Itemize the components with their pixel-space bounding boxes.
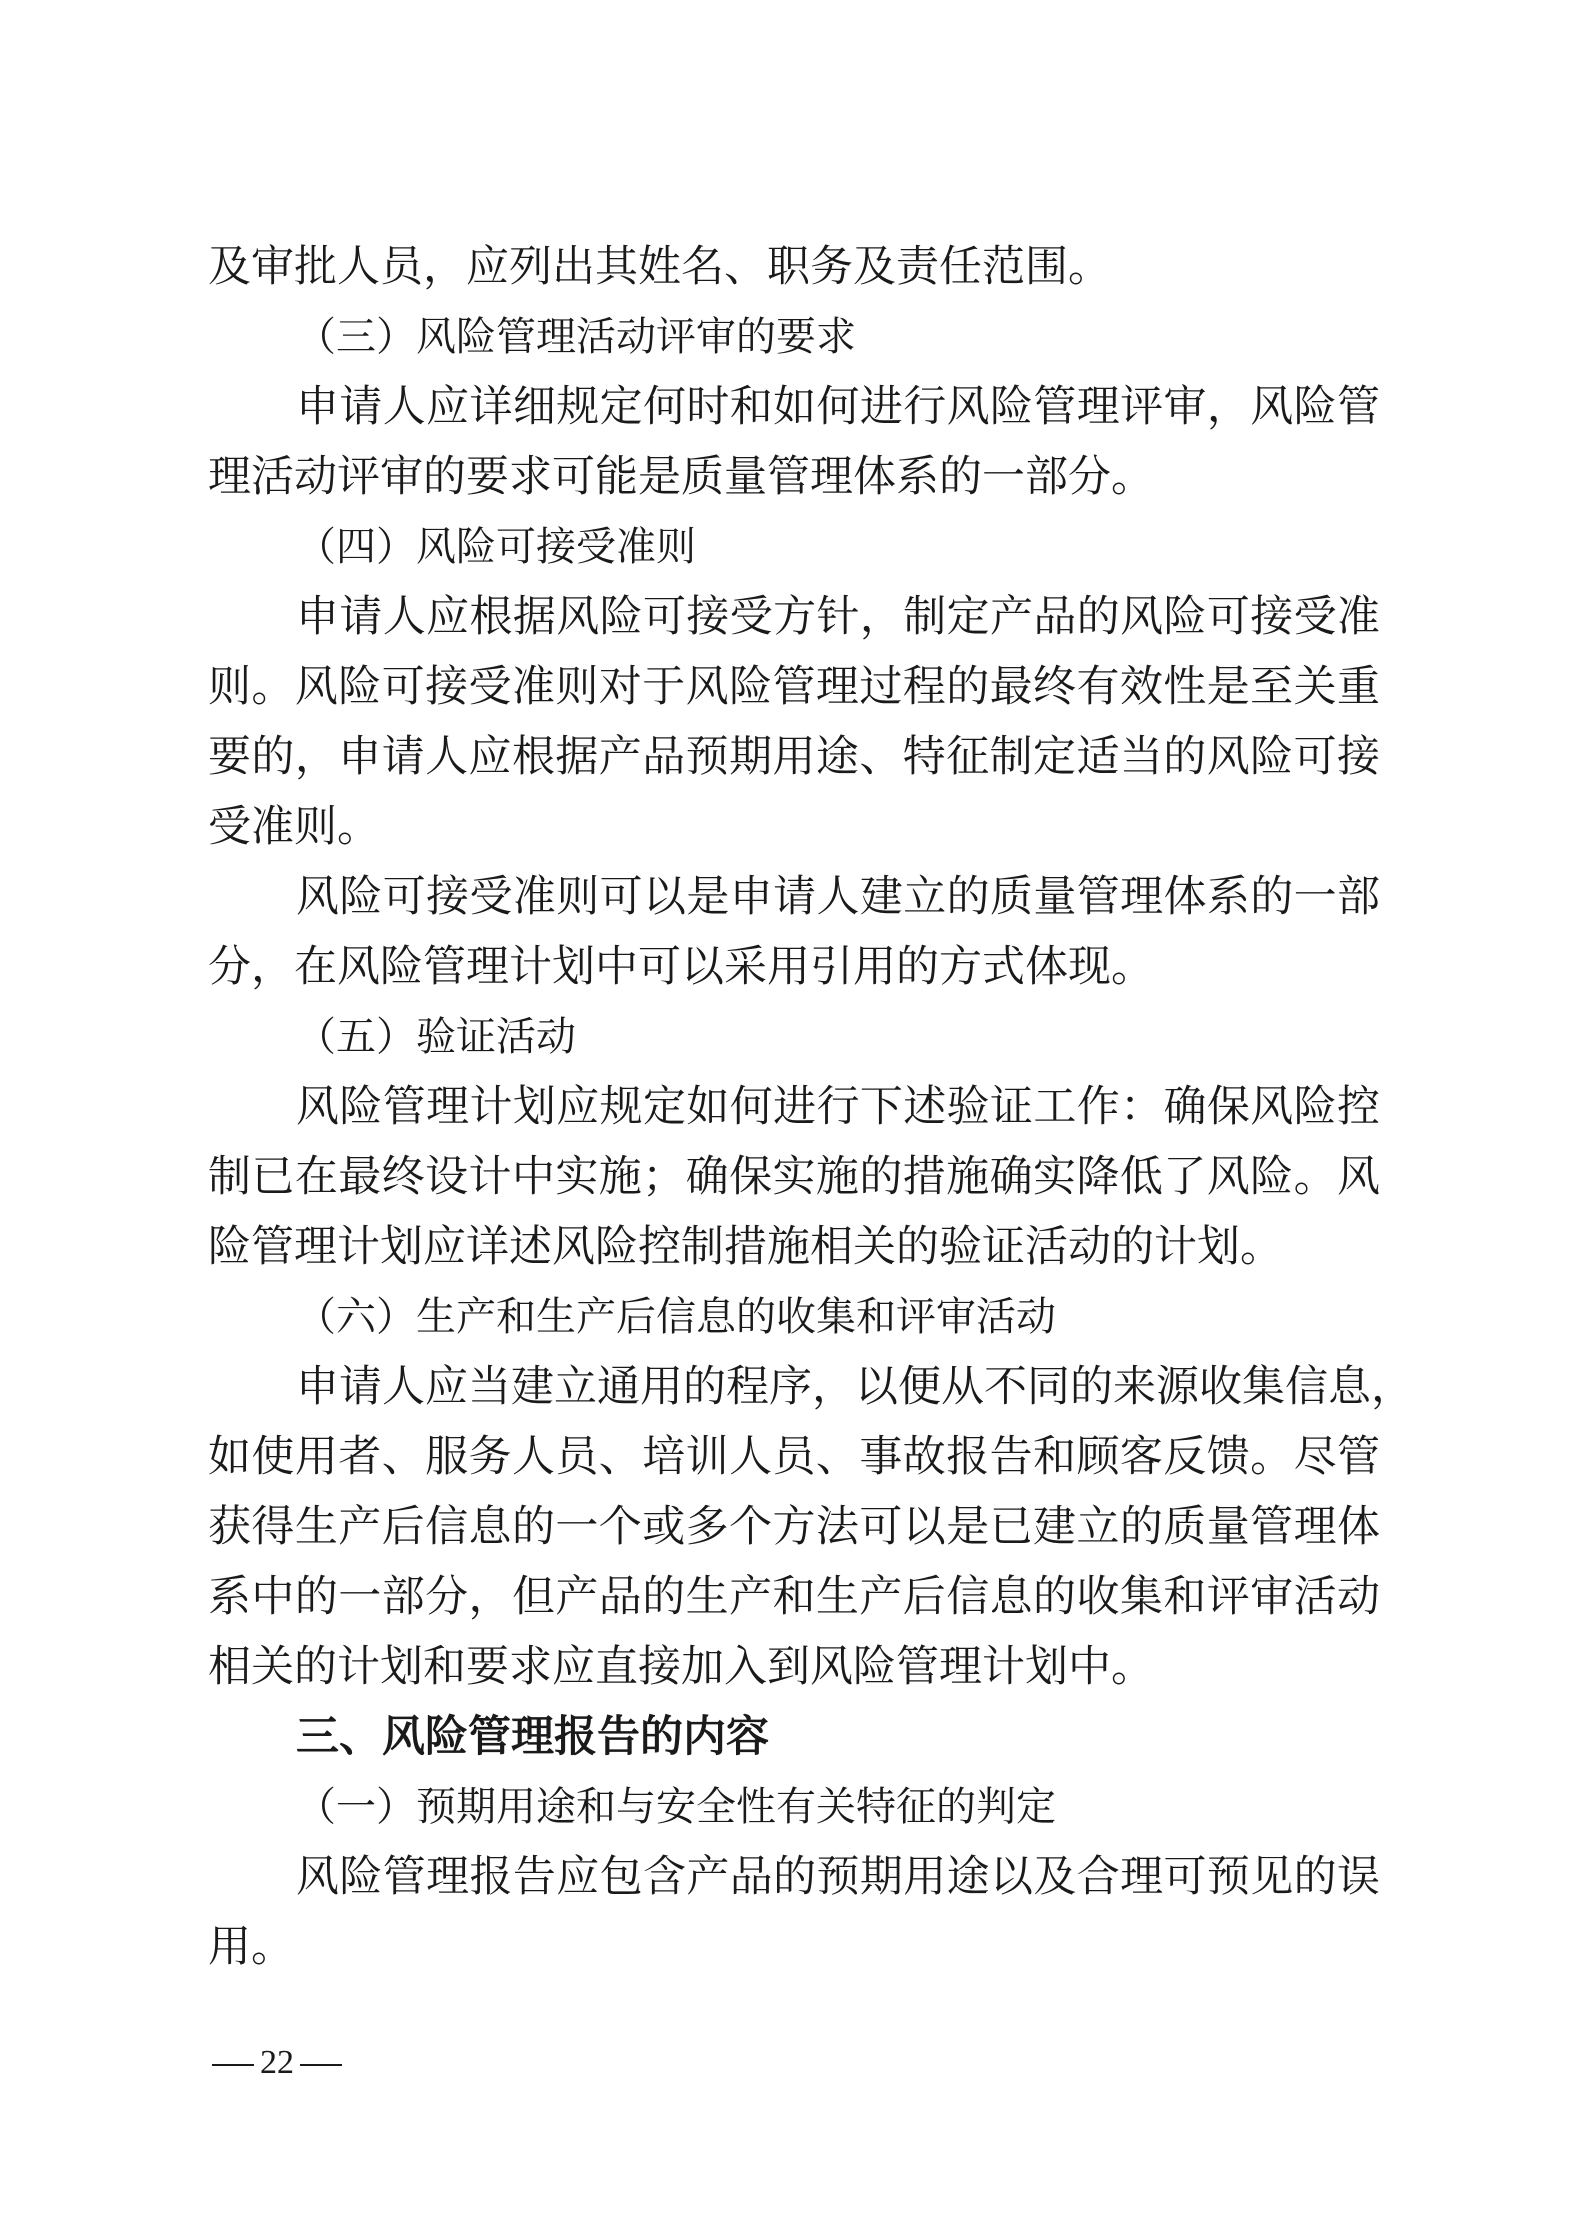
paragraph-line: 则。风险可接受准则对于风险管理过程的最终有效性是至关重 [208, 662, 1380, 712]
paragraph-line: 受准则。 [208, 802, 380, 852]
subsection-heading: （六）生产和生产后信息的收集和评审活动 [296, 1294, 1056, 1340]
subsection-heading: （五）验证活动 [296, 1014, 576, 1060]
paragraph-line: 申请人应详细规定何时和如何进行风险管理评审，风险管 [296, 382, 1380, 432]
paragraph-line: 申请人应根据风险可接受方针，制定产品的风险可接受准 [296, 592, 1380, 642]
subsection-heading: （三）风险管理活动评审的要求 [296, 314, 856, 360]
page-number: 22 [260, 2044, 294, 2081]
paragraph-line: 险管理计划应详述风险控制措施相关的验证活动的计划。 [208, 1222, 1283, 1272]
paragraph-line: 如使用者、服务人员、培训人员、事故报告和顾客反馈。尽管 [208, 1432, 1380, 1482]
paragraph-line: 申请人应当建立通用的程序，以便从不同的来源收集信息， [296, 1362, 1414, 1412]
paragraph-line: 获得生产后信息的一个或多个方法可以是已建立的质量管理体 [208, 1502, 1380, 1552]
paragraph-line: 及审批人员，应列出其姓名、职务及责任范围。 [208, 242, 1111, 292]
section-heading: 三、风险管理报告的内容 [296, 1712, 769, 1762]
footer-dash-left [212, 2064, 254, 2066]
page-footer [206, 2038, 348, 2088]
paragraph-line: 相关的计划和要求应直接加入到风险管理计划中。 [208, 1642, 1154, 1692]
paragraph-line: 要的，申请人应根据产品预期用途、特征制定适当的风险可接 [208, 732, 1380, 782]
paragraph-line: 系中的一部分，但产品的生产和生产后信息的收集和评审活动 [208, 1572, 1380, 1622]
paragraph-line: 用。 [208, 1922, 294, 1972]
footer-dash-right [300, 2064, 342, 2066]
paragraph-line: 风险可接受准则可以是申请人建立的质量管理体系的一部 [296, 872, 1380, 922]
subsection-heading: （一）预期用途和与安全性有关特征的判定 [296, 1784, 1056, 1830]
subsection-heading: （四）风险可接受准则 [296, 524, 696, 570]
paragraph-line: 分，在风险管理计划中可以采用引用的方式体现。 [208, 942, 1154, 992]
paragraph-line: 制已在最终设计中实施；确保实施的措施确实降低了风险。风 [208, 1152, 1380, 1202]
document-body [208, 232, 1414, 1982]
paragraph-line: 理活动评审的要求可能是质量管理体系的一部分。 [208, 452, 1154, 502]
paragraph-line: 风险管理计划应规定如何进行下述验证工作：确保风险控 [296, 1082, 1380, 1132]
paragraph-line: 风险管理报告应包含产品的预期用途以及合理可预见的误 [296, 1852, 1380, 1902]
